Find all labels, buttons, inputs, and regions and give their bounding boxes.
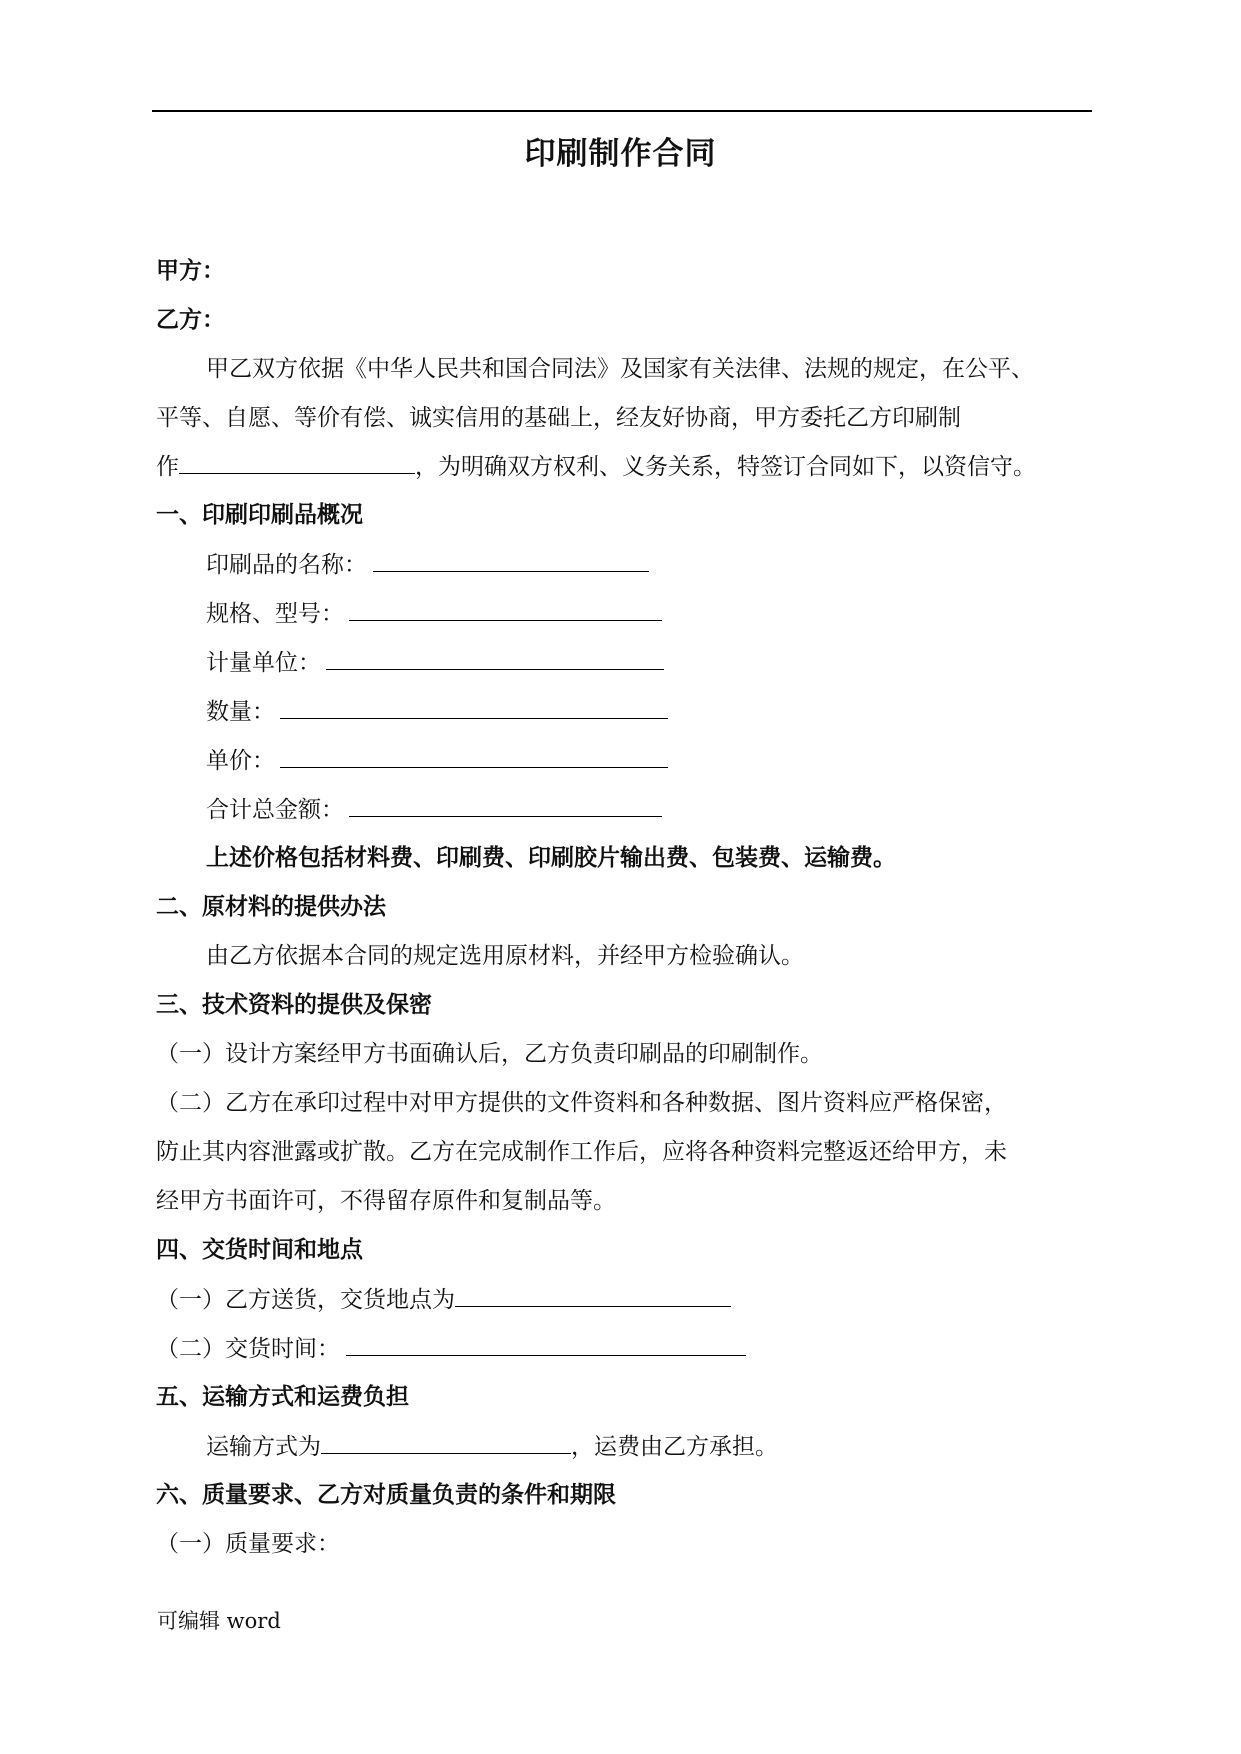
document-title: 印刷制作合同 xyxy=(524,136,717,172)
section-3-item-2-line-1: （二）乙方在承印过程中对甲方提供的文件资料和各种数据、图片资料应严格保密， xyxy=(156,1090,1007,1116)
total-row xyxy=(206,794,662,825)
section-3-item-1: （一）设计方案经甲方书面确认后，乙方负责印刷品的印刷制作。 xyxy=(156,1041,823,1067)
spec-label: 规格、型号： xyxy=(206,601,344,627)
section-4-heading: 四、交货时间和地点 xyxy=(156,1237,363,1263)
delivery-place-field[interactable] xyxy=(455,1284,731,1307)
quantity-label: 数量： xyxy=(206,699,275,725)
quantity-field[interactable] xyxy=(280,696,668,719)
product-name-field[interactable] xyxy=(373,549,649,572)
spec-field[interactable] xyxy=(349,598,662,621)
unit-field[interactable] xyxy=(326,647,664,670)
section-3-item-2-line-2: 防止其内容泄露或扩散。乙方在完成制作工作后，应将各种资料完整返还给甲方，未 xyxy=(156,1139,1007,1165)
price-row xyxy=(206,745,668,776)
intro-line-1: 甲乙双方依据《中华人民共和国合同法》及国家有关法律、法规的规定，在公平、 xyxy=(206,356,1034,382)
transport-row xyxy=(206,1431,778,1462)
transport-method-field[interactable] xyxy=(321,1431,571,1454)
spec-row xyxy=(206,598,662,629)
intro-line-3-prefix: 作 xyxy=(156,454,179,480)
product-name-row xyxy=(206,549,649,580)
section-3-item-2-line-3: 经甲方书面许可，不得留存原件和复制品等。 xyxy=(156,1188,616,1214)
total-field[interactable] xyxy=(349,794,662,817)
party-b-label: 乙方： xyxy=(156,307,225,333)
delivery-time-label: （二）交货时间： xyxy=(156,1336,340,1362)
price-label: 单价： xyxy=(206,748,275,774)
price-field[interactable] xyxy=(280,745,668,768)
unit-row xyxy=(206,647,664,678)
footer-editable-note: 可编辑 word xyxy=(157,1609,281,1633)
intro-line-3-suffix: ，为明确双方权利、义务关系，特签订合同如下，以资信守。 xyxy=(415,454,1036,480)
section-6-heading: 六、质量要求、乙方对质量负责的条件和期限 xyxy=(156,1482,616,1508)
price-inclusion-note: 上述价格包括材料费、印刷费、印刷胶片输出费、包装费、运输费。 xyxy=(206,845,896,871)
intro-line-2: 平等、自愿、等价有偿、诚实信用的基础上，经友好协商，甲方委托乙方印刷制 xyxy=(156,405,961,431)
section-2-text: 由乙方依据本合同的规定选用原材料，并经甲方检验确认。 xyxy=(206,943,804,969)
total-label: 合计总金额： xyxy=(206,797,344,823)
quality-requirement-label: （一）质量要求： xyxy=(156,1531,340,1557)
section-3-heading: 三、技术资料的提供及保密 xyxy=(156,992,432,1018)
quantity-row xyxy=(206,696,668,727)
delivery-place-label: （一）乙方送货，交货地点为 xyxy=(156,1287,455,1313)
transport-prefix: 运输方式为 xyxy=(206,1434,321,1460)
unit-label: 计量单位： xyxy=(206,650,321,676)
delivery-time-row xyxy=(156,1333,746,1364)
section-2-heading: 二、原材料的提供办法 xyxy=(156,894,386,920)
product-name-label: 印刷品的名称： xyxy=(206,552,367,578)
section-5-heading: 五、运输方式和运费负担 xyxy=(156,1384,409,1410)
section-1-heading: 一、印刷印刷品概况 xyxy=(156,502,363,528)
party-a-label: 甲方： xyxy=(156,258,225,284)
intro-line-3 xyxy=(156,451,1036,482)
commission-blank-field[interactable] xyxy=(179,451,415,474)
transport-suffix: ，运费由乙方承担。 xyxy=(571,1434,778,1460)
header-rule xyxy=(152,110,1092,112)
delivery-time-field[interactable] xyxy=(346,1333,746,1356)
delivery-place-row xyxy=(156,1284,731,1315)
